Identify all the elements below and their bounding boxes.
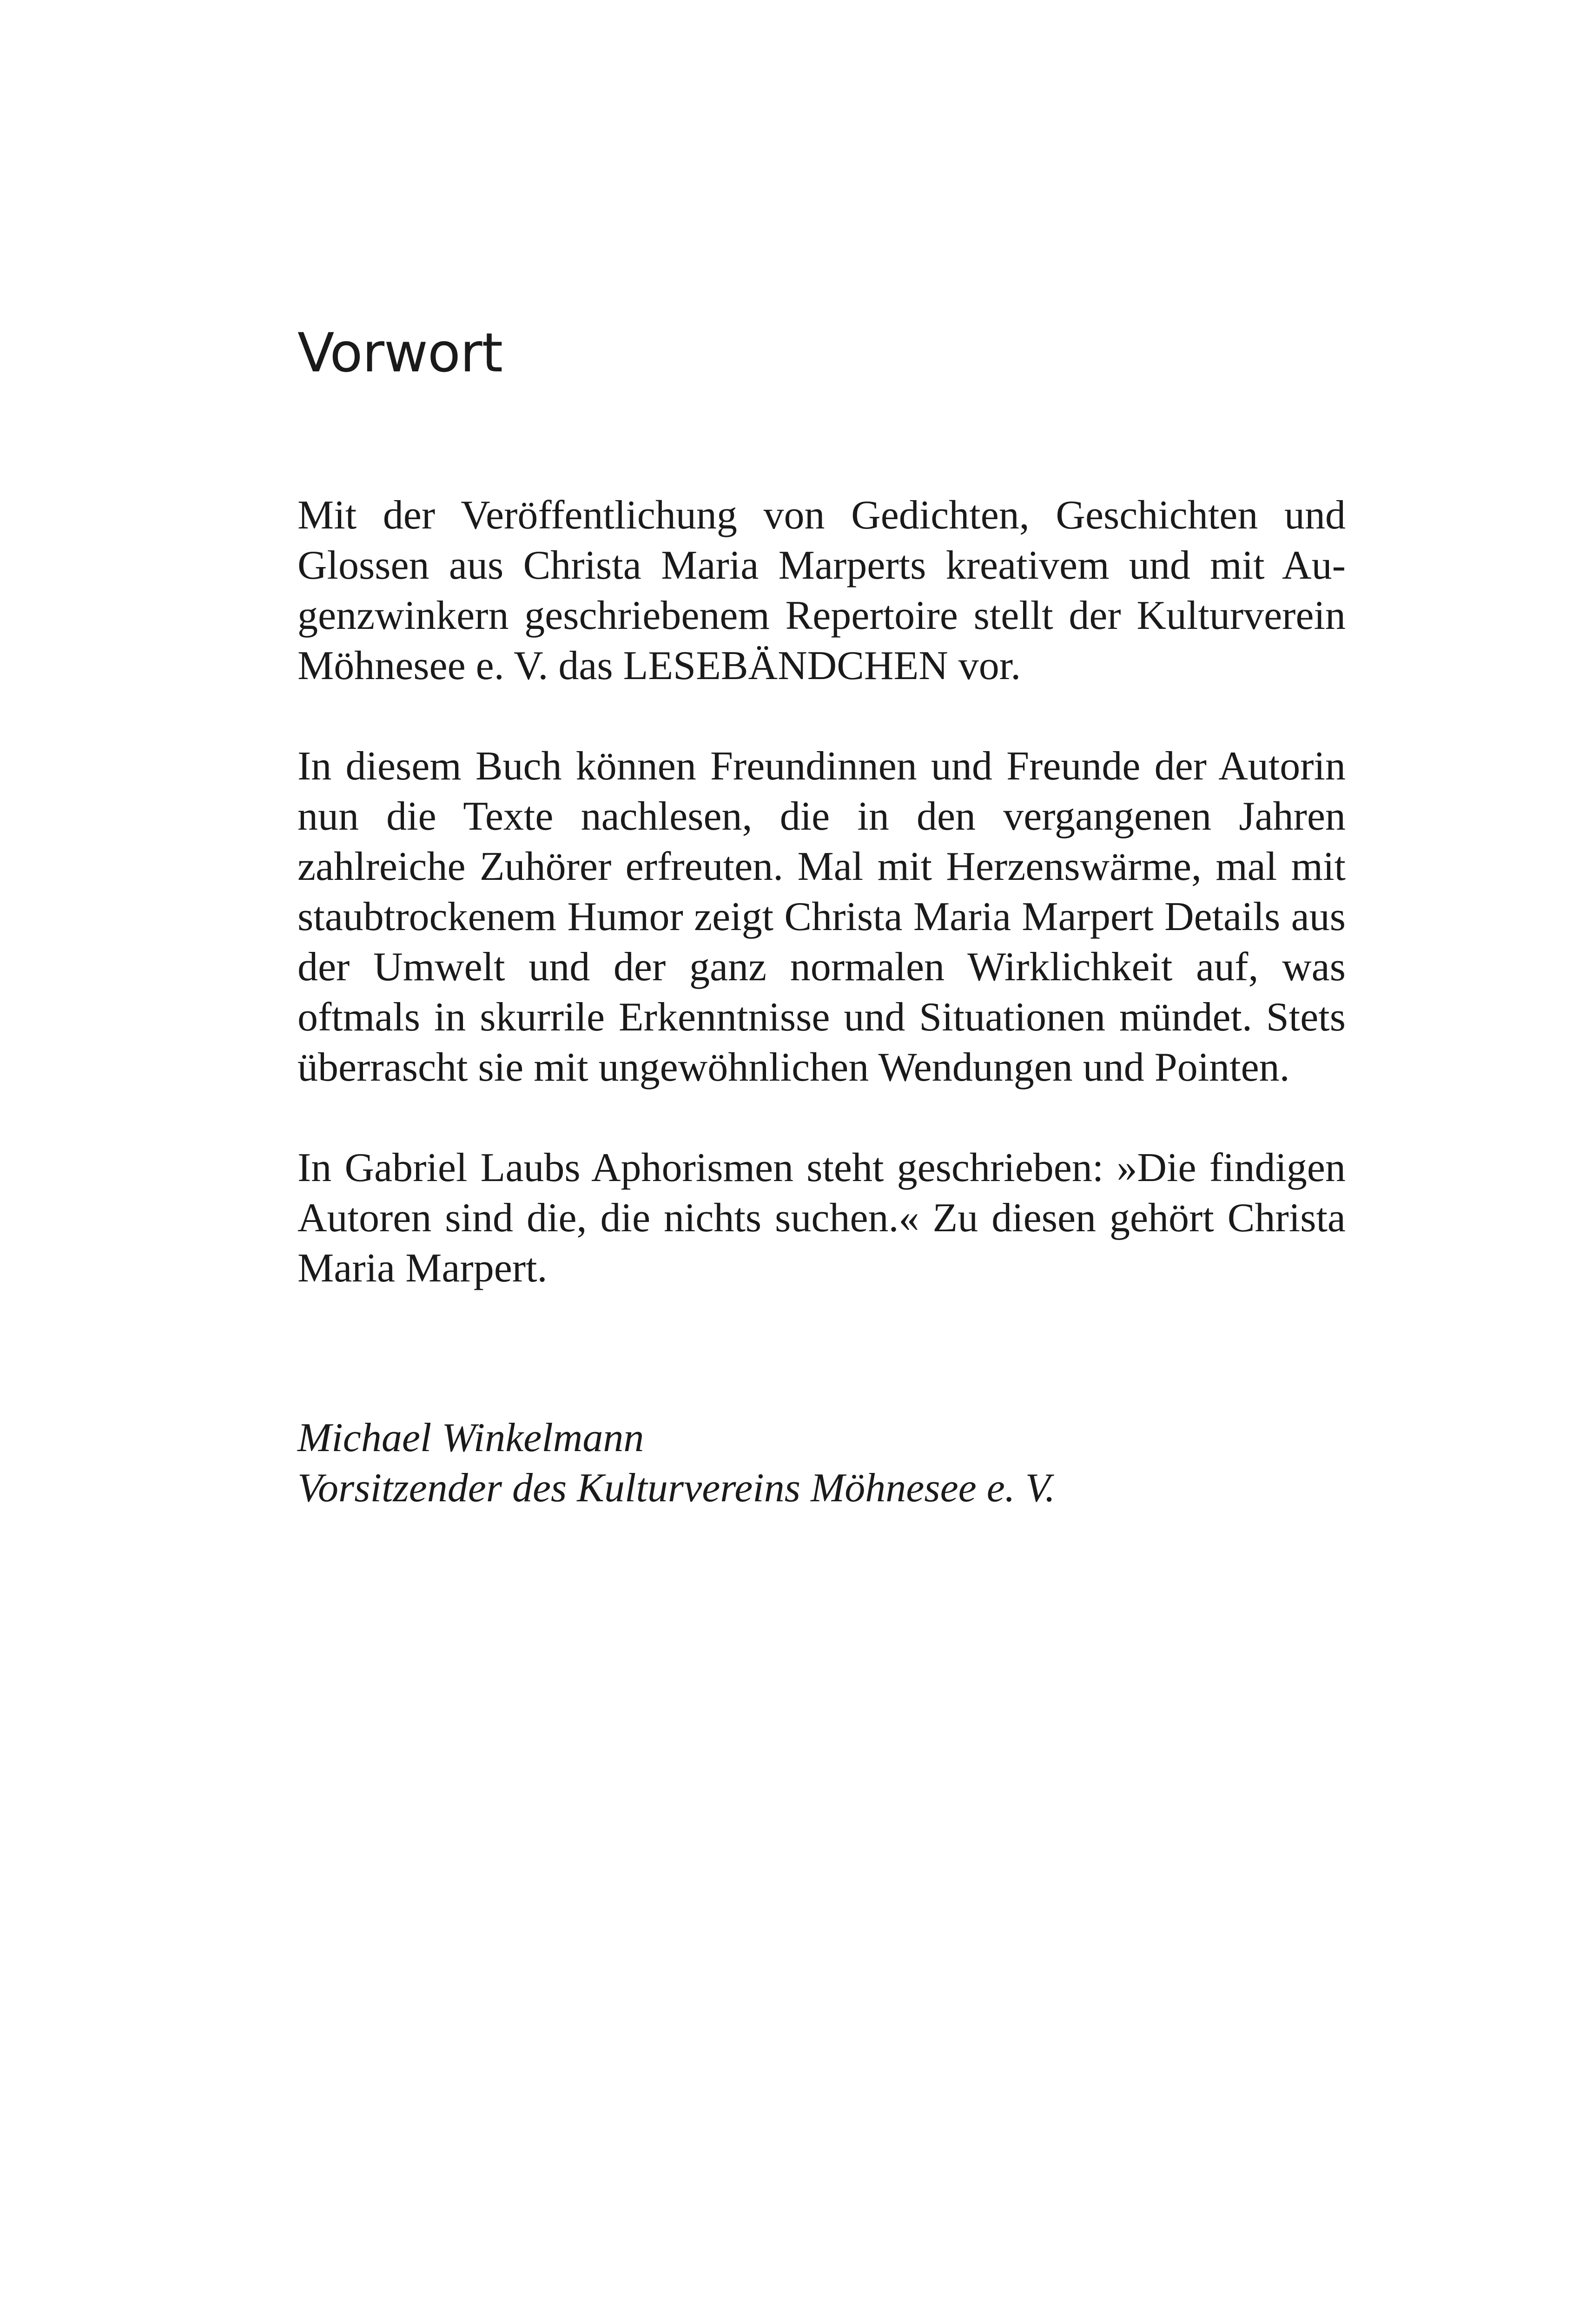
paragraph-3: In Gabriel Laubs Aphorismen steht geschrieben: »Die findigen Autoren sind die, die nichts suchen.« Zu diesen gehört Christa Maria Marpert. bbox=[297, 1145, 1346, 1291]
signature-name: Michael Winkelmann bbox=[297, 1415, 644, 1460]
paragraph-2: In diesem Buch können Freundinnen und Freunde der Autorin nun die Texte nachlesen, die in den vergangenen Jahren zahlreiche Zuhörer erfreuten. Mal mit Herzenswärme, mal mit staubtrockenem Humor zeigt Christa Maria Marpert Details aus der Umwelt und der ganz normalen Wirklichkeit auf, was oftmals in skurrile Erkenntnisse und Situationen mündet. Stets überrascht sie mit ungewöhnlichen Wendungen und Pointen. bbox=[297, 744, 1346, 1090]
signature-role: Vorsitzender des Kulturvereins Möhnesee e. V. bbox=[297, 1466, 1056, 1511]
page-title: Vorwort bbox=[297, 322, 503, 384]
paragraph-1: Mit der Veröffentlichung von Gedichten, Geschichten und Glossen aus Christa Maria Marperts kreativem und mit Augenzwinkern geschriebenem Repertoire stellt der Kulturverein Möhnesee e. V. das LESEBÄNDCHEN vor. bbox=[297, 493, 1346, 688]
signature-block bbox=[297, 1413, 1055, 1513]
foreword-body bbox=[297, 490, 1346, 1344]
